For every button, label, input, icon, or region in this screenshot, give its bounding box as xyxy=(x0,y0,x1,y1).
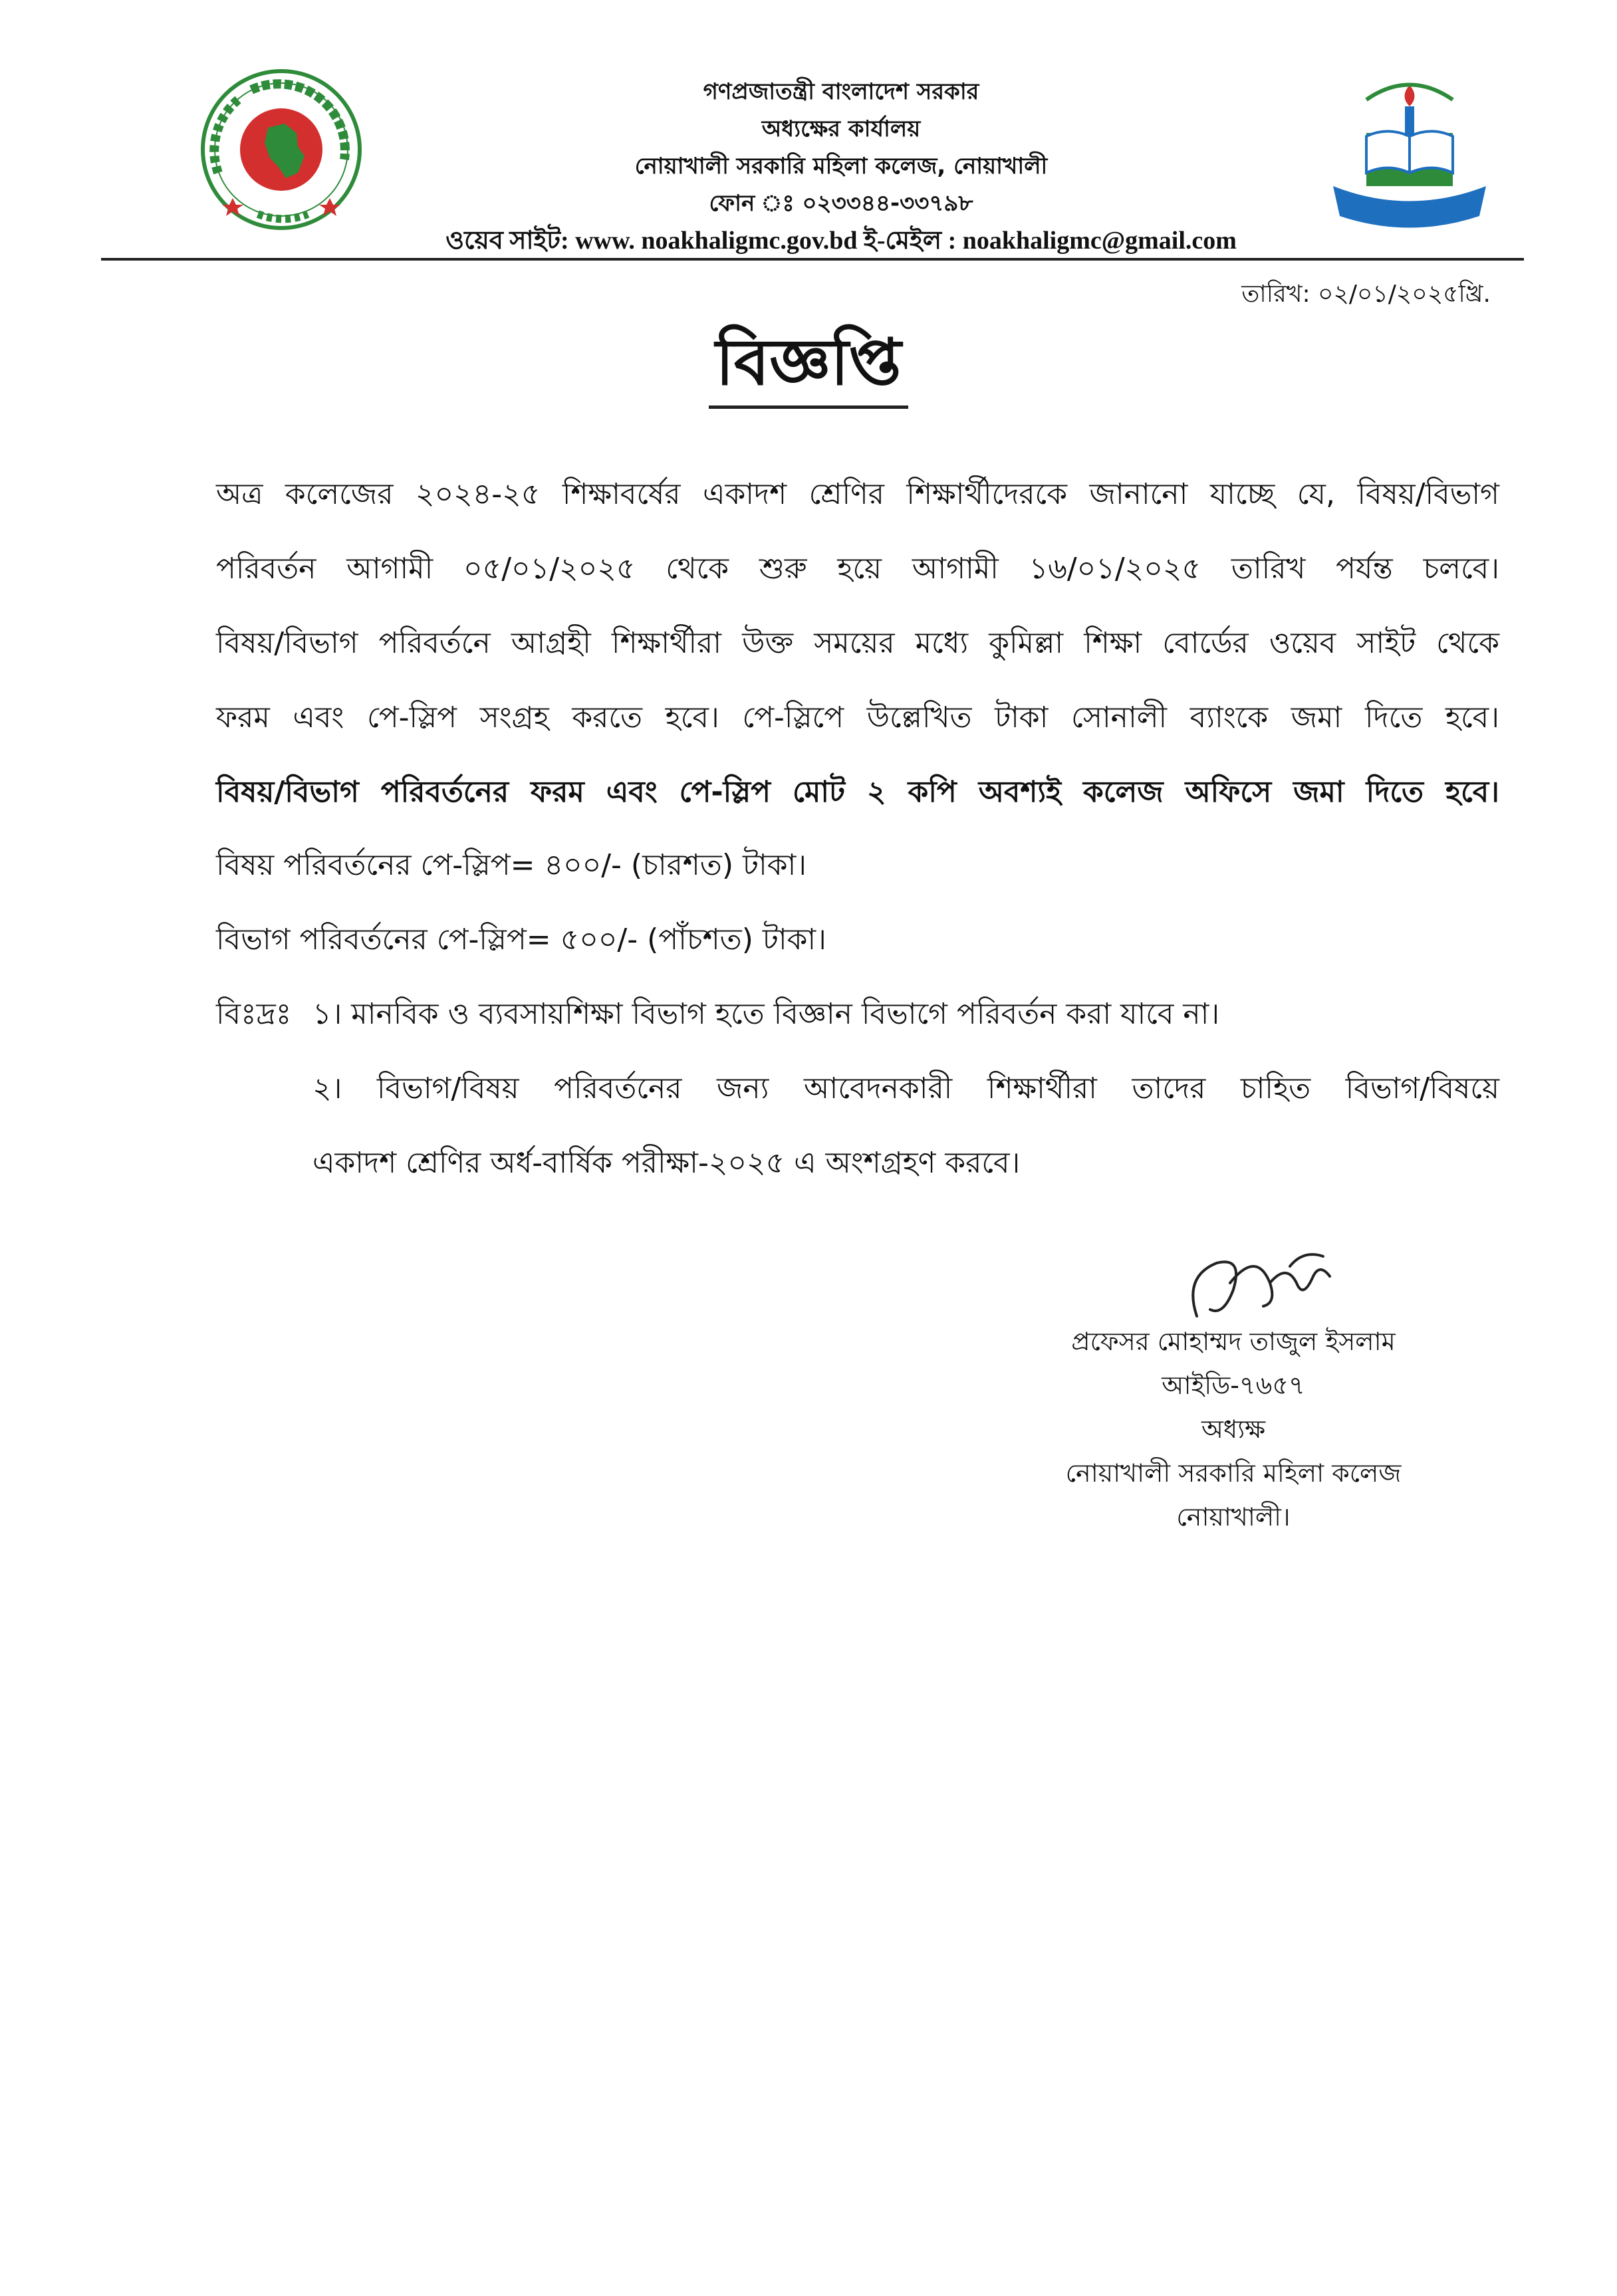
signatory-designation: অধ্যক্ষ xyxy=(1201,1415,1265,1444)
letterhead-office: অধ্যক্ষের কার্যালয় xyxy=(761,116,921,142)
notice-title: বিজ্ঞপ্তি xyxy=(709,319,908,409)
government-seal-icon xyxy=(198,66,364,233)
department-change-fee: বিভাগ পরিবর্তনের পে-স্লিপ= ৫০০/- (পাঁচশত) টাকা। xyxy=(216,923,826,957)
letterhead-web-email: ওয়েব সাইট: www. noakhaligmc.gov.bd ই-মেইল : noakhaligmc@gmail.com xyxy=(445,227,1237,255)
body-line-2: পরিবর্তন আগামী ০৫/০১/২০২৫ থেকে শুরু হয়ে আগামী ১৬/০১/২০২৫ তারিখ পর্যন্ত চলবে। xyxy=(216,552,1499,586)
body-line-bold: বিষয়/বিভাগ পরিবর্তনের ফরম এবং পে-স্লিপ মোট ২ কপি অবশ্যই কলেজ অফিসে জমা দিতে হবে। xyxy=(216,775,1499,809)
signatory-id: আইডি-৭৬৫৭ xyxy=(1162,1371,1305,1400)
header-divider xyxy=(101,258,1524,261)
note-item-2-continued: একাদশ শ্রেণির অর্ধ-বার্ষিক পরীক্ষা-২০২৫ এ অংশগ্রহণ করবে। xyxy=(312,1146,1021,1180)
note-label: বিঃদ্রঃ xyxy=(216,997,292,1031)
signatory-block xyxy=(1037,1320,1430,1539)
signatory-location: নোয়াখালী। xyxy=(1176,1502,1291,1532)
letterhead-phone: ফোন ঃ ০২৩৩৪৪-৩৩৭৯৮ xyxy=(709,190,973,217)
letterhead-government: গণপ্রজাতন্ত্রী বাংলাদেশ সরকার xyxy=(703,78,979,105)
letterhead xyxy=(399,73,1283,259)
body-line-1: অত্র কলেজের ২০২৪-২৫ শিক্ষাবর্ষের একাদশ শ্রেণির শিক্ষার্থীদেরকে জানানো যাচ্ছে যে, বিষয়/বিভাগ xyxy=(216,477,1499,511)
signatory-institution: নোয়াখালী সরকারি মহিলা কলেজ xyxy=(1065,1458,1402,1488)
body-line-4: ফরম এবং পে-স্লিপ সংগ্রহ করতে হবে। পে-স্লিপে উল্লেখিত টাকা সোনালী ব্যাংকে জমা দিতে হবে। xyxy=(216,701,1499,735)
college-logo-icon xyxy=(1320,73,1499,239)
notice-title-wrap xyxy=(0,319,1617,409)
letterhead-college: নোয়াখালী সরকারি মহিলা কলেজ, নোয়াখালী xyxy=(634,153,1048,179)
note-item-1: ১। মানবিক ও ব্যবসায়শিক্ষা বিভাগ হতে বিজ্ঞান বিভাগে পরিবর্তন করা যাবে না। xyxy=(312,997,1220,1031)
signatory-name: প্রফেসর মোহাম্মদ তাজুল ইসলাম xyxy=(1071,1327,1396,1356)
subject-change-fee: বিষয় পরিবর্তনের পে-স্লিপ= ৪০০/- (চারশত) টাকা। xyxy=(216,848,807,882)
notice-date: তারিখ: ০২/০১/২০২৫খ্রি. xyxy=(1241,281,1491,308)
note-item-2: ২। বিভাগ/বিষয় পরিবর্তনের জন্য আবেদনকারী শিক্ষার্থীরা তাদের চাহিত বিভাগ/বিষয়ে xyxy=(312,1072,1499,1105)
body-line-3: বিষয়/বিভাগ পরিবর্তনে আগ্রহী শিক্ষার্থীরা উক্ত সময়ের মধ্যে কুমিল্লা শিক্ষা বোর্ডের ওয়েব সাইট থেকে xyxy=(216,626,1499,660)
